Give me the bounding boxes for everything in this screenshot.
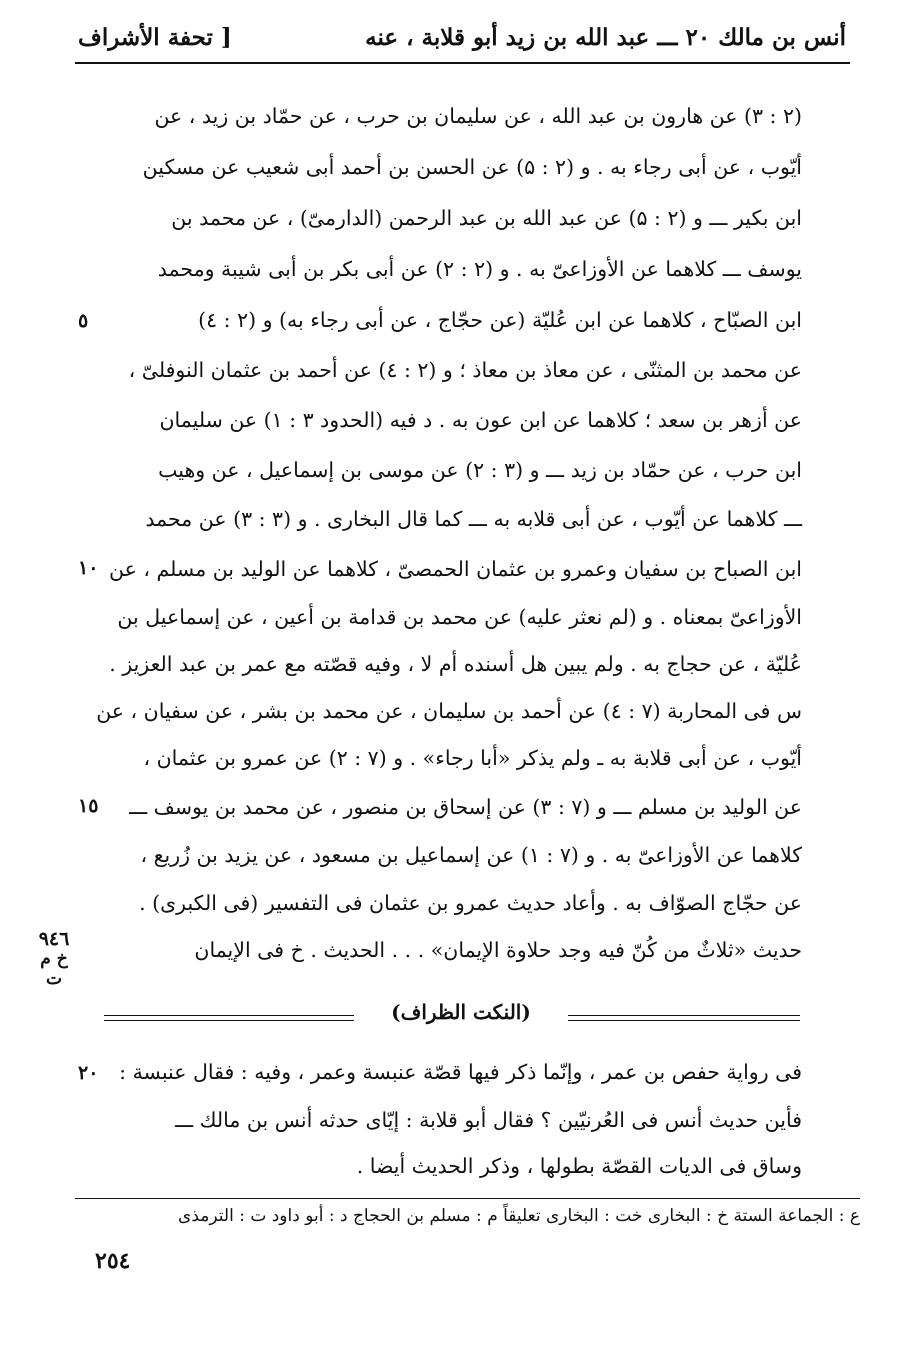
text-line: ابن الصبّاح ، كلاهما عن ابن عُليّة (عن حجّاج ، عن أبى رجاء به) و (۲ : ٤) — [198, 308, 802, 332]
text-line: عُليّة ، عن حجاج به . ولم يبين هل أسنده أم لا ، وفيه قصّته مع عمر بن عبد العزيز . — [109, 652, 802, 676]
section-title: (النكت الظراف) — [391, 1000, 531, 1024]
section-rule-left — [104, 1015, 354, 1021]
hadith-line: حديث «ثلاثٌ من كُنّ فيه وجد حلاوة الإيمان» . . . الحديث . خ فى الإيمان — [194, 938, 802, 962]
text-line: يوسف ـــ كلاهما عن الأوزاعىّ به . و (۲ : ۲) عن أبى بكر بن أبى شيبة ومحمد — [157, 257, 802, 281]
text-line: ـــ كلاهما عن أيّوب ، عن أبى قلابه به ـــ كما قال البخارى . و (۳ : ۳) عن محمد — [145, 507, 802, 531]
text-line: ابن حرب ، عن حمّاد بن زيد ـــ و (۳ : ۲) عن موسى بن إسماعيل ، عن وهيب — [158, 458, 802, 482]
text-line: ابن الصباح بن سفيان وعمرو بن عثمان الحمصىّ ، كلاهما عن الوليد بن مسلم ، عن — [109, 557, 802, 581]
nukat-line: فأين حديث أنس فى العُرنيّين ؟ فقال أبو قلابة : إيّاى حدثه أنس بن مالك ـــ — [175, 1108, 802, 1132]
line-number: ٥ — [78, 310, 89, 332]
text-line: الأوزاعىّ بمعناه . و (لم نعثر عليه) عن محمد بن قدامة بن أعين ، عن إسماعيل بن — [117, 605, 802, 629]
section-rule-right — [568, 1015, 800, 1021]
text-line: أيّوب ، عن أبى قلابة به ـ ولم يذكر «أبا رجاء» . و (۷ : ۲) عن عمرو بن عثمان ، — [143, 746, 802, 770]
running-header-title: أنس بن مالك ۲۰ ـــ عبد الله بن زيد أبو قلابة ، عنه — [365, 24, 846, 51]
header-rule — [75, 62, 850, 64]
nukat-line: وساق فى الديات القصّة بطولها ، وذكر الحديث أيضا . — [356, 1154, 802, 1178]
abbreviation-legend: ع : الجماعة الستة خ : البخارى خت : البخارى تعليقاً م : مسلم بن الحجاج د : أبو داود ت : الترمذى — [178, 1206, 860, 1226]
running-header-book-title: [ تحفة الأشراف — [78, 24, 232, 51]
text-line: عن حجّاج الصوّاف به . وأعاد حديث عمرو بن عثمان فى التفسير (فى الكبرى) . — [139, 891, 802, 915]
text-line: ابن بكير ـــ و (۲ : ۵) عن عبد الله بن عبد الرحمن (الدارمىّ) ، عن محمد بن — [171, 206, 802, 230]
text-line: س فى المحاربة (۷ : ٤) عن أحمد بن سليمان ، عن محمد بن بشر ، عن سفيان ، عن — [96, 699, 802, 723]
line-number: ١٥ — [78, 795, 99, 817]
footer-rule — [75, 1198, 860, 1199]
text-line: (۲ : ۳) عن هارون بن عبد الله ، عن سليمان بن حرب ، عن حمّاد بن زيد ، عن — [154, 104, 802, 128]
text-line: عن الوليد بن مسلم ـــ و (۷ : ۳) عن إسحاق بن منصور ، عن محمد بن يوسف ـــ — [129, 795, 802, 819]
text-line: أيّوب ، عن أبى رجاء به . و (۲ : ۵) عن الحسن بن أحمد أبى شعيب عن مسكين — [142, 155, 802, 179]
text-line: كلاهما عن الأوزاعىّ به . و (۷ : ۱) عن إسماعيل بن مسعود ، عن يزيد بن زُريع ، — [140, 843, 802, 867]
text-line: عن محمد بن المثنّى ، عن معاذ بن معاذ ؛ و (۲ : ٤) عن أحمد بن عثمان النوفلىّ ، — [128, 358, 802, 382]
line-number: ١٠ — [78, 557, 99, 579]
text-line: عن أزهر بن سعد ؛ كلاهما عن ابن عون به . د فيه (الحدود ۳ : ۱) عن سليمان — [159, 408, 802, 432]
hadith-number — [30, 929, 78, 989]
line-number: ٢٠ — [78, 1062, 99, 1084]
hadith-number-value: ٩٤٦ — [38, 928, 70, 950]
nukat-line: فى رواية حفص بن عمر ، وإنّما ذكر فيها قصّة عنبسة وعمر ، وفيه : فقال عنبسة : — [119, 1060, 802, 1084]
page-number: ٢٥٤ — [95, 1248, 131, 1274]
hadith-sigla: خ م ت — [40, 949, 68, 989]
